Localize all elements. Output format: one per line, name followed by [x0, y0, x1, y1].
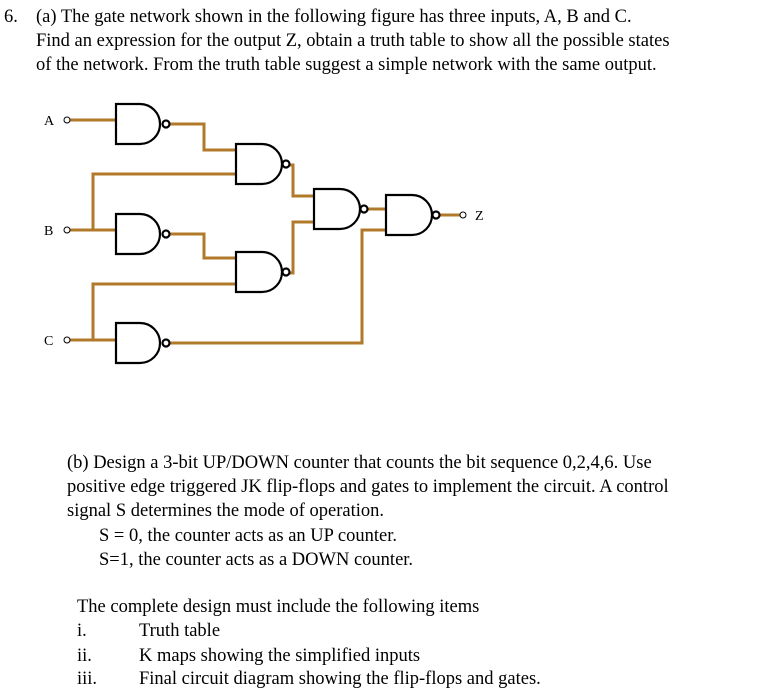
gate-a-icon	[116, 104, 160, 144]
item-3-text: Final circuit diagram showing the flip-flops and gates.	[139, 669, 541, 689]
item-3-num: iii.	[77, 669, 98, 689]
input-label-a: A	[44, 114, 55, 129]
mode-down: S=1, the counter acts as a DOWN counter.	[99, 550, 414, 570]
part-a-line-3: of the network. From the truth table suggest a simple network with the same output.	[36, 55, 657, 75]
input-label-c: C	[44, 334, 54, 349]
input-label-b: B	[44, 224, 54, 239]
design-intro: The complete design must include the following items	[77, 597, 480, 617]
nand-gate-4-icon	[386, 195, 432, 235]
item-2-text: K maps showing the simplified inputs	[139, 646, 421, 666]
gate-b-icon	[116, 214, 160, 254]
gate-c-icon	[116, 323, 160, 363]
output-label-z: Z	[475, 209, 484, 224]
mode-up: S = 0, the counter acts as an UP counter.	[99, 526, 397, 546]
bubble-g1-icon	[283, 161, 290, 168]
terminal-z-icon	[460, 212, 466, 218]
bubble-a-icon	[163, 121, 170, 128]
nand-gate-2-icon	[236, 252, 282, 292]
logic-gates	[116, 104, 440, 363]
bubble-c-icon	[163, 340, 170, 347]
part-a-line-1: (a) The gate network shown in the following figure has three inputs, A, B and C.	[36, 7, 632, 27]
nand-gate-3-icon	[314, 189, 360, 229]
bubble-g4-icon	[433, 212, 440, 219]
part-b-line-1: (b) Design a 3-bit UP/DOWN counter that counts the bit sequence 0,2,4,6. Use	[67, 453, 652, 473]
part-a-line-2: Find an expression for the output Z, obtain a truth table to show all the possible states	[36, 31, 670, 51]
terminal-c-icon	[64, 337, 70, 343]
bubble-g3-icon	[361, 206, 368, 213]
item-2-num: ii.	[77, 646, 92, 666]
part-b-line-2: positive edge triggered JK flip-flops and gates to implement the circuit. A control	[67, 477, 669, 497]
terminal-b-icon	[64, 227, 70, 233]
bubble-g2-icon	[283, 269, 290, 276]
part-b-line-3: signal S determines the mode of operation.	[67, 501, 384, 521]
nand-gate-1-icon	[236, 144, 282, 184]
item-1-text: Truth table	[139, 621, 221, 641]
bubble-b-icon	[163, 231, 170, 238]
terminal-a-icon	[64, 117, 70, 123]
item-1-num: i.	[77, 621, 87, 641]
question-number: 6.	[4, 7, 18, 27]
